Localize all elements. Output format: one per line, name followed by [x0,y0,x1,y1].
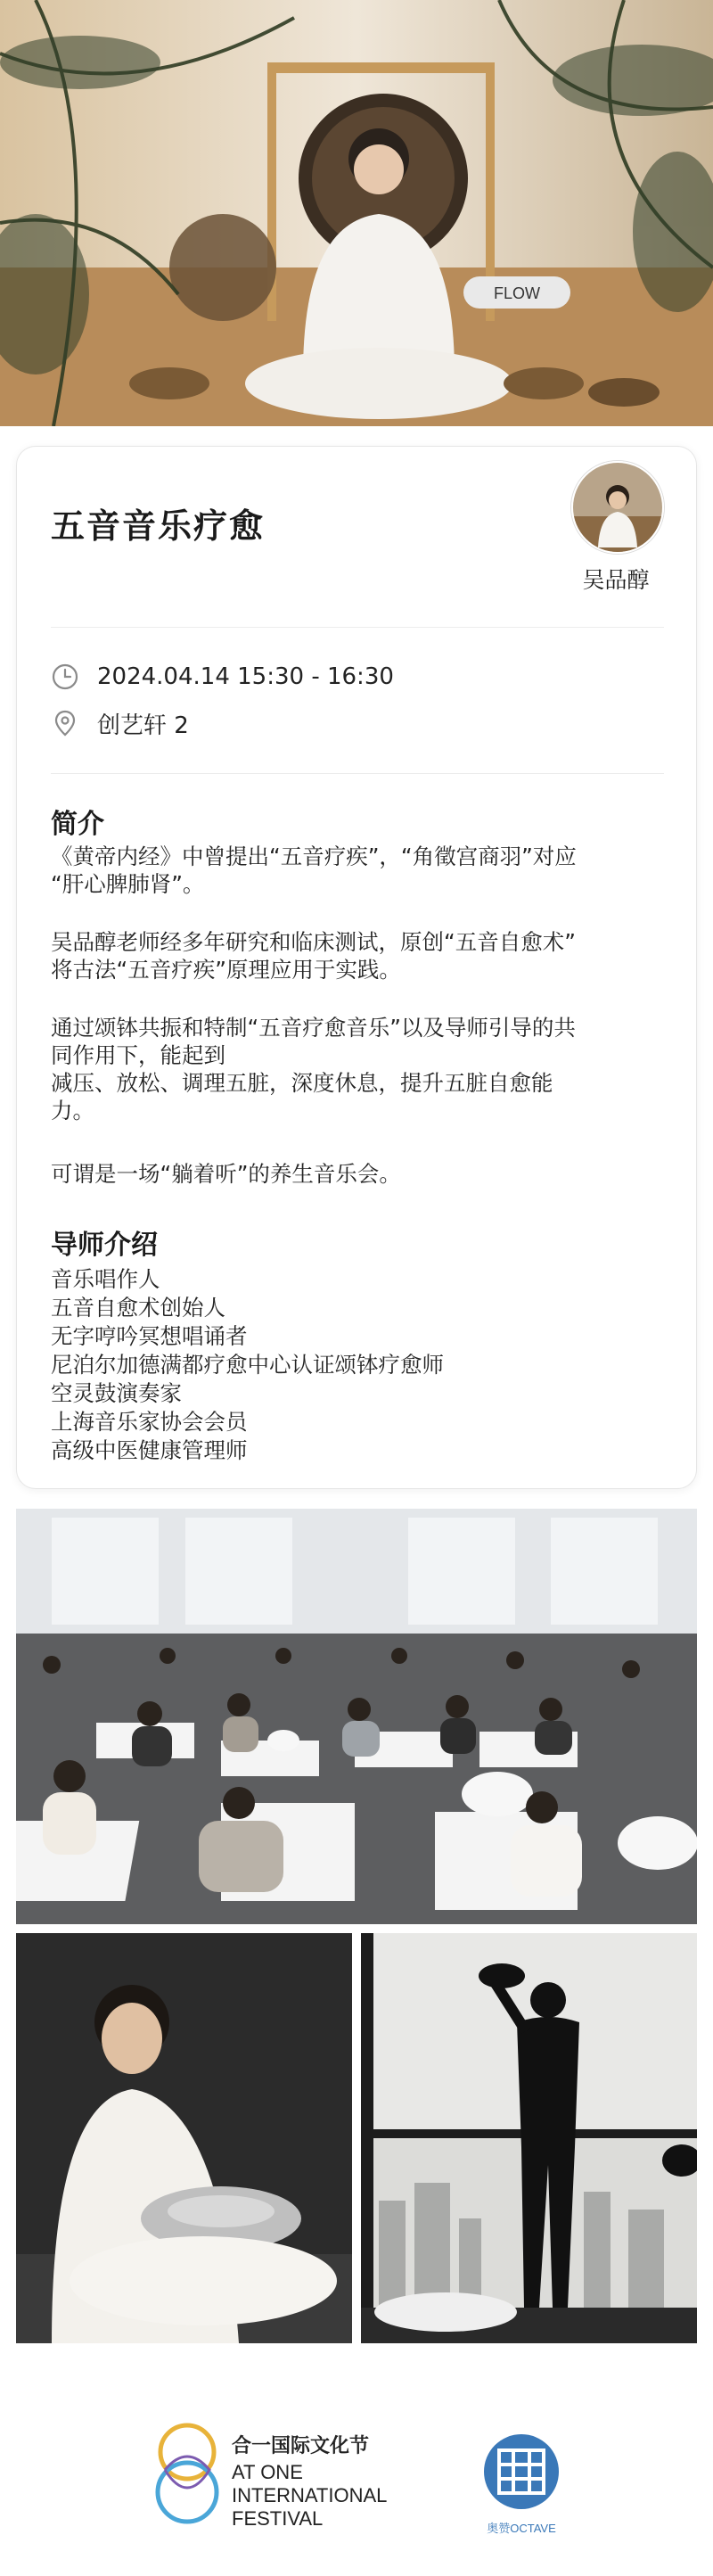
group-session-photo [16,1509,697,1924]
mentor-credential-item: 音乐唱作人 [51,1266,160,1292]
octave-logo [484,2434,559,2509]
logo1-cn: 合一国际文化节 [232,2435,370,2457]
mentor-credential-item: 五音自愈术创始人 [51,1295,225,1321]
event-location-row [51,707,189,739]
event-location: 创艺轩 2 [97,712,189,739]
hero-photo [0,0,713,426]
divider [51,627,664,628]
event-datetime: 2024.04.14 15:30 - 16:30 [97,663,394,690]
handpan-player-photo [16,1933,352,2343]
logo1-en-line: INTERNATIONAL [232,2484,388,2506]
mentor-credential-item: 上海音乐家协会会员 [51,1409,248,1435]
intro-paragraph: 《黄帝内经》中曾提出“五音疗疾”，“角徵宫商羽”对应 “肝心脾肺肾”。 [51,844,577,897]
intro-paragraph: 可谓是一场“躺着听”的养生音乐会。 [51,1161,401,1187]
mentor-credential-item: 无字哼吟冥想唱诵者 [51,1323,248,1349]
intro-heading: 简介 [51,809,104,840]
mentor-credential-item: 尼泊尔加德满都疗愈中心认证颂钵疗愈师 [51,1352,444,1378]
event-title: 五音音乐疗愈 [51,506,266,546]
mentor-name: 吴品醇 [582,567,650,593]
intro-paragraph: 通过颂钵共振和特制“五音疗愈音乐”以及导师引导的共 同作用下，能起到 减压、放松、调理五脏，深度休息，提升五脏自愈能 力。 [51,1015,576,1123]
mentor-heading: 导师介绍 [51,1230,158,1261]
logo2-label: 奥赞OCTAVE [487,2522,556,2535]
event-time-row [51,661,394,693]
footer [0,2372,713,2572]
logo1-en-line: FESTIVAL [232,2507,324,2530]
logo1-en-line: AT ONE [232,2461,303,2483]
mentor-credential-item: 高级中医健康管理师 [51,1437,248,1463]
clock-icon [51,663,79,691]
singing-bowl-silhouette-photo [361,1933,697,2343]
location-pin-icon [51,709,79,737]
hero-banner-label: FLOW [494,284,540,302]
divider [51,773,664,774]
mentor-credential-item: 空灵鼓演奏家 [51,1380,182,1406]
event-card [16,446,697,1489]
mentor-avatar [571,461,664,554]
mentor-credentials-list [51,1265,675,1465]
at-one-festival-logo [158,2425,217,2522]
intro-paragraph: 吴品醇老师经多年研究和临床测试，原创“五音自愈术” 将古法“五音疗疾”原理应用于实践。 [51,929,576,983]
